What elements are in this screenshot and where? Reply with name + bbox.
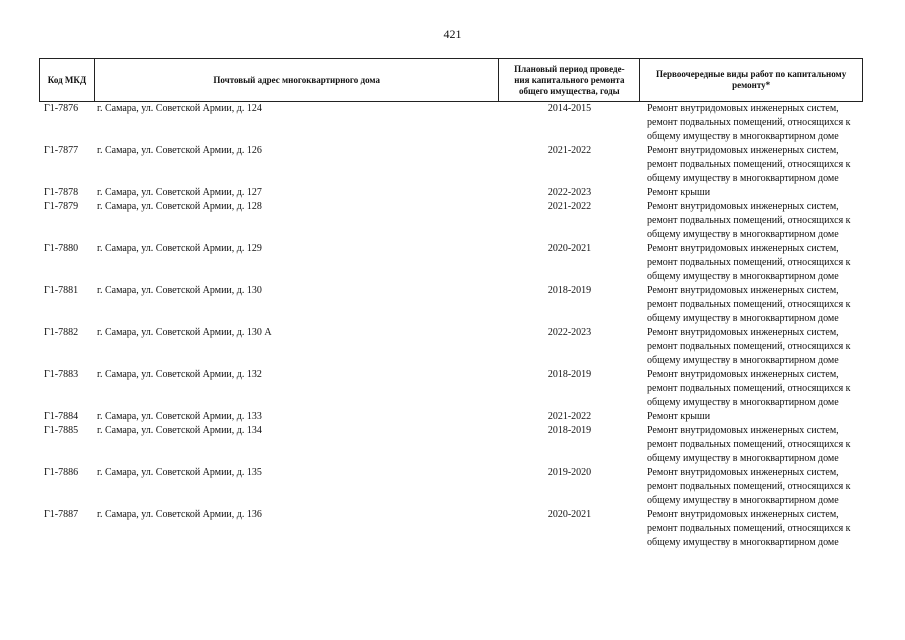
mkd-code: Г1-7879 [44, 201, 79, 212]
header-works [640, 59, 863, 101]
repair-work-line: Ремонт крыши [647, 411, 711, 422]
repair-work-line: ремонт подвальных помещений, относящихся к [647, 341, 851, 352]
mkd-code: Г1-7876 [44, 103, 79, 114]
repair-work-line: Ремонт внутридомовых инженерных систем, [647, 201, 839, 212]
postal-address: г. Самара, ул. Советской Армии, д. 130 А [97, 327, 272, 338]
repair-period: 2022-2023 [547, 327, 592, 338]
repair-work-line: ремонт подвальных помещений, относящихся к [647, 439, 851, 450]
repair-work-line: общему имуществу в многоквартирном доме [647, 537, 839, 548]
repair-work-line: общему имуществу в многоквартирном доме [647, 131, 839, 142]
table-row [39, 102, 863, 144]
repair-works [640, 410, 863, 424]
repair-work-line: Ремонт внутридомовых инженерных систем, [647, 285, 839, 296]
table-row [39, 410, 863, 424]
table-row [39, 144, 863, 186]
repair-works [640, 284, 863, 326]
repair-period: 2021-2022 [547, 201, 592, 212]
table-row [39, 326, 863, 368]
repair-work-line: ремонт подвальных помещений, относящихся к [647, 523, 851, 534]
repair-period: 2021-2022 [547, 145, 592, 156]
repair-period: 2018-2019 [547, 425, 592, 436]
table-row [39, 284, 863, 326]
repair-work-line: Ремонт внутридомовых инженерных систем, [647, 145, 839, 156]
header-works-line: ремонту* [732, 80, 771, 90]
repair-period: 2018-2019 [547, 369, 592, 380]
mkd-code: Г1-7883 [44, 369, 79, 380]
repair-work-line: общему имуществу в многоквартирном доме [647, 313, 839, 324]
repair-works [640, 508, 863, 550]
repair-work-line: Ремонт внутридомовых инженерных систем, [647, 327, 839, 338]
postal-address: г. Самара, ул. Советской Армии, д. 124 [97, 103, 262, 114]
postal-address: г. Самара, ул. Советской Армии, д. 126 [97, 145, 262, 156]
repair-work-line: ремонт подвальных помещений, относящихся к [647, 159, 851, 170]
repair-work-line: ремонт подвальных помещений, относящихся к [647, 257, 851, 268]
repair-work-line: общему имуществу в многоквартирном доме [647, 229, 839, 240]
repair-work-line: Ремонт внутридомовых инженерных систем, [647, 103, 839, 114]
mkd-code: Г1-7878 [44, 187, 79, 198]
repair-work-line: Ремонт крыши [647, 187, 711, 198]
header-address: Почтовый адрес многоквартирного дома [95, 59, 500, 101]
repair-period: 2022-2023 [547, 187, 592, 198]
postal-address: г. Самара, ул. Советской Армии, д. 135 [97, 467, 262, 478]
repair-works [640, 186, 863, 200]
table-row [39, 368, 863, 410]
mkd-code: Г1-7880 [44, 243, 79, 254]
repair-works [640, 466, 863, 508]
postal-address: г. Самара, ул. Советской Армии, д. 127 [97, 187, 262, 198]
header-code: Код МКД [40, 59, 95, 101]
table-body [39, 102, 863, 550]
repair-works [640, 242, 863, 284]
postal-address: г. Самара, ул. Советской Армии, д. 133 [97, 411, 262, 422]
header-period [499, 59, 640, 101]
mkd-code: Г1-7877 [44, 145, 79, 156]
repair-works [640, 368, 863, 410]
header-period-line: Плановый период проведе- [514, 63, 625, 74]
repair-work-line: Ремонт внутридомовых инженерных систем, [647, 425, 839, 436]
repair-works [640, 200, 863, 242]
repair-work-line: общему имуществу в многоквартирном доме [647, 173, 839, 184]
table-row [39, 508, 863, 550]
header-period-line: общего имущества, годы [519, 85, 620, 96]
repair-work-line: Ремонт внутридомовых инженерных систем, [647, 467, 839, 478]
repair-period: 2014-2015 [547, 103, 592, 114]
repair-period: 2018-2019 [547, 285, 592, 296]
repair-work-line: Ремонт внутридомовых инженерных систем, [647, 369, 839, 380]
repair-work-line: общему имуществу в многоквартирном доме [647, 453, 839, 464]
table-row [39, 200, 863, 242]
table-header [39, 58, 863, 102]
repair-work-line: ремонт подвальных помещений, относящихся к [647, 481, 851, 492]
postal-address: г. Самара, ул. Советской Армии, д. 129 [97, 243, 262, 254]
table-row [39, 424, 863, 466]
header-period-line: ния капитального ремонта [514, 74, 625, 85]
table-row [39, 186, 863, 200]
page-number: 421 [443, 27, 462, 41]
repair-period: 2021-2022 [547, 411, 592, 422]
repair-works [640, 326, 863, 368]
mkd-code: Г1-7881 [44, 285, 79, 296]
repair-work-line: общему имуществу в многоквартирном доме [647, 355, 839, 366]
postal-address: г. Самара, ул. Советской Армии, д. 136 [97, 509, 262, 520]
table-row [39, 466, 863, 508]
table-row [39, 242, 863, 284]
mkd-code: Г1-7884 [44, 411, 79, 422]
repair-work-line: ремонт подвальных помещений, относящихся к [647, 383, 851, 394]
repair-period: 2020-2021 [547, 509, 592, 520]
repair-work-line: общему имуществу в многоквартирном доме [647, 397, 839, 408]
mkd-code: Г1-7887 [44, 509, 79, 520]
repair-period: 2020-2021 [547, 243, 592, 254]
repair-period: 2019-2020 [547, 467, 592, 478]
repair-work-line: ремонт подвальных помещений, относящихся к [647, 117, 851, 128]
repair-table [39, 58, 863, 550]
mkd-code: Г1-7882 [44, 327, 79, 338]
repair-work-line: Ремонт внутридомовых инженерных систем, [647, 243, 839, 254]
repair-works [640, 102, 863, 144]
repair-work-line: Ремонт внутридомовых инженерных систем, [647, 509, 839, 520]
repair-work-line: ремонт подвальных помещений, относящихся к [647, 299, 851, 310]
repair-work-line: ремонт подвальных помещений, относящихся к [647, 215, 851, 226]
postal-address: г. Самара, ул. Советской Армии, д. 134 [97, 425, 262, 436]
repair-works [640, 144, 863, 186]
mkd-code: Г1-7886 [44, 467, 79, 478]
repair-work-line: общему имуществу в многоквартирном доме [647, 271, 839, 282]
postal-address: г. Самара, ул. Советской Армии, д. 128 [97, 201, 262, 212]
repair-work-line: общему имуществу в многоквартирном доме [647, 495, 839, 506]
postal-address: г. Самара, ул. Советской Армии, д. 130 [97, 285, 262, 296]
header-works-line: Первоочередные виды работ по капитальному [656, 69, 847, 79]
repair-works [640, 424, 863, 466]
mkd-code: Г1-7885 [44, 425, 79, 436]
postal-address: г. Самара, ул. Советской Армии, д. 132 [97, 369, 262, 380]
